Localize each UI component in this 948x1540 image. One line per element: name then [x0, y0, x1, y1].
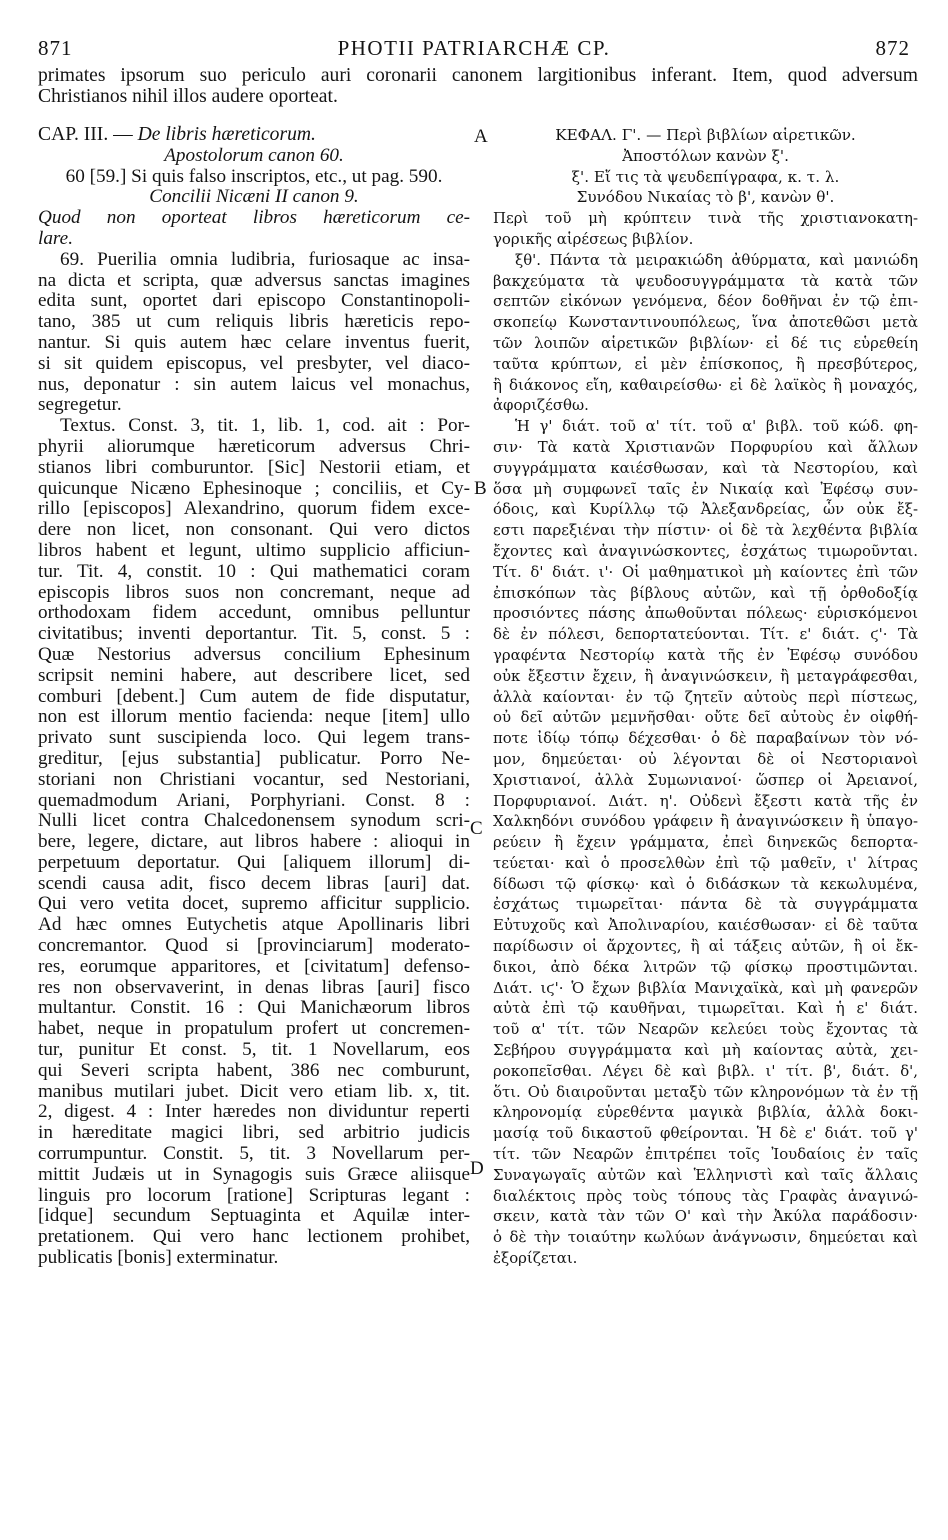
greek-body-line: δικοι, ἀπὸ δέκα λιτρῶν τῷ φίσκῳ προστιμῶνται. [493, 957, 918, 976]
greek-canon-60-reference: ξ'. Εἴ τις τὰ ψευδεπίγραφα, κ. τ. λ. [571, 167, 840, 186]
greek-body-line: μασίᾳ τοῦ δικαστοῦ φθείρονται. Ἡ δὲ ε' διάτ. τοῦ γ' [493, 1124, 918, 1143]
latin-body-line: libros habent et legunt, ultimo supplicio afficiun- [38, 540, 470, 561]
intro-line: Christianos nihil illos audere oporteat. [38, 86, 338, 107]
greek-body-line: ἔχοντες καὶ ἀναγινώσκοντες, ἐσχάτως τιμωροῦνται. [493, 541, 918, 560]
latin-heading-separator: — [108, 125, 138, 145]
latin-body-line: tur. Tit. 4, constit. 10 : Qui mathematici coram [38, 561, 470, 582]
greek-body [493, 250, 918, 1269]
running-title: PHOTII PATRIARCHÆ CP. [337, 36, 611, 60]
greek-body-line: οὐ δεῖ αὐτῶν μεμνῆσθαι· οὔτε δεῖ αὐτοὺς ἐν οἰφθή- [493, 708, 918, 727]
latin-body-line: tur, punitur Et const. 5, tit. 1 Novellarum, eos [38, 1040, 470, 1061]
latin-body-line: edita sunt, oportet dari episcopo Constantinopoli- [38, 291, 470, 312]
greek-body-line: ροκοπεῖσθαι. Λέγει δὲ καὶ βιβλ. ι' τίτ. β', διάτ. δ', [493, 1061, 918, 1080]
latin-concilii-canon: Concilii Nicæni II canon 9. [149, 187, 359, 208]
latin-body-line: quemadmodum Ariani, Porphyriani. Const. 8 : [38, 790, 470, 811]
latin-body-line: stianos libri comburuntor. [Sic] Nestorii etiam, et [38, 457, 470, 478]
latin-chapter-number: CAP. III. [38, 125, 109, 145]
greek-body-line: διαλέκτοις πρὸς τοὺς τόπους τὰς Γραφὰς ἀναγινώ- [493, 1186, 918, 1205]
greek-body-line: ἀλλὰ καίονται· ἐν τῷ ζητεῖν αὐτοὺς περὶ πίστεως, [493, 687, 918, 706]
greek-body-line: ἢ διάκονος εἴη, καθαιρείσθω· εἰ δὲ λαϊκὸς ἢ μοναχός, [493, 375, 918, 394]
margin-marker-d: D [470, 1158, 484, 1179]
latin-body-line: res non observaverint, in denas libras [auri] fisco [38, 977, 470, 998]
latin-body-line: Textus. Const. 3, tit. 1, lib. 1, cod. ait : Por- [60, 416, 470, 437]
greek-body-line: ἐπισκόπων τὰς βίβλους αὐτῶν, καὶ τῇ ὀρθοδοξίᾳ [493, 583, 918, 602]
latin-body-line: Quæ Nestorius adversus concilium Ephesinum [38, 644, 470, 665]
greek-body-line: συγγράμματα καιέσθωσαν, καὶ τὰ Νεστορίου, καὶ [493, 458, 918, 477]
greek-body-line: ταῦτα κρύπτων, εἰ μὲν ἐπίσκοπος, ἢ πρεσβύτερος, [493, 354, 918, 373]
latin-body-line: manibus mutilari jubet. Dicit vero etiam lib. x, tit. [38, 1081, 470, 1102]
latin-body-line: 2, digest. 4 : Inter hæredes non dividuntur reperti [38, 1102, 470, 1123]
latin-body-line: habet, neque in propatulum profert ut concremen- [38, 1019, 470, 1040]
latin-body-line: civitatibus; inventi deportantur. Tit. 5, const. 5 : [38, 624, 470, 645]
greek-body-line: γραφέντα Νεστορίῳ κατὰ τῆς ἐν Ἐφέσῳ συνόδου [493, 645, 918, 664]
greek-body-line: ὅτι. Οὐ διαιροῦνται μεταξὺ τῶν κληρονόμων τὰ ἐν τῇ [493, 1082, 918, 1101]
latin-body-line: [idque] secundum Septuaginta et Aquilæ inter- [38, 1206, 470, 1227]
greek-body-line: Τίτ. δ' διάτ. ι'· Οἱ μαθηματικοὶ μὴ καίοντες ἐπὶ τῶν [493, 562, 918, 581]
latin-body-line: orthodoxam fidem accedunt, omnibus pelluntur [38, 603, 470, 624]
greek-body-line: μον, δημεύεται· οὐ λέγονται δὲ οἱ Νεστοριανοὶ [493, 749, 918, 768]
greek-body-line: ξθ'. Πάντα τὰ μειρακιώδη ἀθύρματα, καὶ μανιώδη [515, 250, 918, 269]
latin-body-line: pretationem. Qui vero hanc lectionem prohibet, [38, 1227, 470, 1248]
greek-body-line: Πορφυριανοί. Διάτ. η'. Οὐδενὶ ἔξεστι κατὰ τῆς ἐν [493, 791, 918, 810]
latin-body-line: quicunque Nicæno Ephesinoque ; conciliis, et Cy- [38, 478, 470, 499]
greek-body-line: προσιόντες πάσης ἀπωθοῦνται πόλεως· εὑρισκόμενοι [493, 604, 918, 623]
latin-body-line: nantur. Si quis autem hæc celare inventus fuerit, [38, 332, 470, 353]
latin-body-line: rillo [episcopos] Alexandrino, quorum fidem exce- [38, 499, 470, 520]
greek-body-line: Χριστιανοί, ἀλλὰ Συμωνιανοί· ὥσπερ οἱ Ἀρειανοί, [493, 770, 918, 789]
greek-body-line: ποτε ἰδίῳ τόπῳ δέχεσθαι· ὁ δὲ παραβαίνων τὸν νό- [493, 729, 918, 748]
latin-body-line: qui Severi scripta habent, 386 nec comburunt, [38, 1060, 470, 1081]
latin-chapter-title: De libris hæreticorum. [137, 125, 316, 145]
greek-body-line: δίδωσι τῷ φίσκῳ· καὶ ὁ διδάσκων τὰ κεκωλυμένα, [493, 874, 918, 893]
latin-body-line: bere, legere, dictare, aut libros habere : alioqui in [38, 832, 470, 853]
latin-section-title: lare. [38, 228, 73, 249]
latin-body-line: storiani non Christiani vocantur, sed Nestoriani, [38, 769, 470, 790]
greek-body-line: ὁ δὲ τὴν τοιαύτην κωλύων ἀνάγνωσιν, δημεύεται καὶ [493, 1228, 918, 1247]
greek-body-line: Χαλκηδόνι συνόδου γράφειν ἢ ἀναγινώσκειν ἢ ὑπαγο- [493, 812, 918, 831]
greek-section-title: Περὶ τοῦ μὴ κρύπτειν τινὰ τῆς χριστιανοκατη- [493, 209, 918, 228]
latin-body-line: Nulli licet contra Chalcedonensem synodum scri- [38, 811, 470, 832]
greek-body-line: σεπτῶν εἰκόνων γενόμενα, δέον δοθῆναι ἐν τῷ ἐπι- [493, 292, 918, 311]
latin-body-line: privato sunt suscipienda loco. Qui legem trans- [38, 728, 470, 749]
greek-body-line: εστι παρεξιέναι τὴν πίστιν· οἱ δὲ τὰ λεχθέντα βιβλία [493, 521, 918, 540]
latin-body-line: non est illorum mentio facienda: neque [item] ullo [38, 707, 470, 728]
latin-body-line: segregetur. [38, 395, 122, 416]
latin-body-line: greditur, [ejus substantia] publicatur. Porro Ne- [38, 748, 470, 769]
latin-section-title: Quod non oporteat libros hæreticorum ce- [38, 208, 470, 229]
greek-body-line: Ἡ γ' διάτ. τοῦ α' τίτ. τοῦ α' βιβλ. τοῦ κώδ. φη- [515, 417, 918, 436]
greek-body-line: ἀφοριζέσθω. [493, 396, 589, 415]
greek-body-line: ἐξορίζεται. [493, 1249, 578, 1268]
latin-body-line: comburi [debent.] Cum autem de fide disputatur, [38, 686, 470, 707]
greek-body-line: παρίδωσιν οἱ ἄρχοντες, ἢ αἱ τάξεις αὐτῶν, ἢ οἱ ἔκ- [493, 937, 918, 956]
greek-body-line: ἐσχάτως τιμωρεῖται· πάντα δὲ τὰ συγγράμματα [493, 895, 918, 914]
greek-apostolorum-canon: Ἀποστόλων κανὼν ξ'. [622, 146, 789, 165]
latin-body [38, 250, 470, 1269]
greek-body-line: ὅσα μὴ συμφωνεῖ ταῖς ἐν Νικαίᾳ καὶ Ἐφέσῳ συν- [493, 479, 918, 498]
latin-body-line: Qui vero vetita docet, supremo afficitur supplicio. [38, 894, 470, 915]
latin-body-line: scendi causa adit, fisco decem libras [auri] dat. [38, 873, 470, 894]
latin-body-line: scripsit nemini habere, aut describere licet, sed [38, 665, 470, 686]
greek-body-line: ρεύειν ἢ ἔχειν γράμματα, ἐπεὶ διηνεκῶς δεπορτα- [493, 833, 918, 852]
latin-chapter-heading [38, 125, 470, 146]
latin-canon-60-reference: 60 [59.] Si quis falso inscriptos, etc., ut pag. 590. [65, 166, 443, 187]
latin-body-line: Ad hæc omnes Eutychetis atque Apollinaris libri [38, 915, 470, 936]
latin-body-line: perpetuum deportatur. Qui [aliquem illorum] di- [38, 852, 470, 873]
intro-line: primates ipsorum suo periculo auri coronarii canonem largitionibus inferant. Item, quod adversum [38, 66, 918, 86]
latin-body-line: na dicta et scripta, quæ adversus sanctas imagines [38, 270, 470, 291]
latin-body-line: episcopis libros suos non concremant, neque ad [38, 582, 470, 603]
latin-body-line: concremantor. Quod si [provinciarum] moderato- [38, 936, 470, 957]
greek-column [493, 125, 918, 1269]
latin-body-line: phyrii aliorumque hæreticorum adversus Chri- [38, 436, 470, 457]
greek-body-line: τῶν λοιπῶν αἱρετικῶν βιβλίων· εἰ δέ τις εὑρεθείη [493, 333, 918, 352]
margin-marker-b: B [474, 478, 487, 499]
latin-apostolorum-canon: Apostolorum canon 60. [164, 145, 344, 166]
greek-body-line: δὲ ἐν πόλεσι, δεπορτατεύονται. Τίτ. ε' διάτ. ϛ'· Τὰ [493, 625, 918, 644]
greek-body-line: βακχεύματα τὰ ψευδοσυγγράμματα τὰ κατὰ τῶν [493, 271, 918, 290]
latin-body-line: 69. Puerilia omnia ludibria, furiosaque ac insa- [60, 249, 470, 270]
greek-body-line: σιν· Τὰ κατὰ Χριστιανῶν Πορφυρίου καὶ ἄλλων [493, 437, 918, 456]
margin-marker-a: A [474, 126, 488, 147]
latin-body-line: linguis pro locorum [ratione] Scripturas legant : [38, 1185, 470, 1206]
latin-column [38, 125, 470, 1269]
greek-synod-canon: Συνόδου Νικαίας τὸ β', κανὼν θ'. [576, 188, 835, 207]
latin-body-line: tano, 385 ut cum reliquis libris hæreticis repo- [38, 312, 470, 333]
greek-body-line: Συναγωγαῖς αὐτῶν καὶ Ἑλληνιστὶ καὶ ταῖς ἄλλαις [493, 1165, 918, 1184]
greek-section-title: γορικῆς αἱρέσεως βιβλίον. [493, 229, 694, 248]
greek-body-line: Διάτ. ιϛ'· Ὁ ἔχων βιβλία Μανιχαϊκὰ, καὶ μὴ φανερῶν [493, 978, 918, 997]
latin-body-line: res, eorumque apparitores, et [civitatum] defenso- [38, 956, 470, 977]
latin-body-line: in hæreditate magici libri, sed arbitrio judicis [38, 1123, 470, 1144]
latin-body-line: si sit quidem episcopus, vel presbyter, vel diaco- [38, 353, 470, 374]
running-header [38, 36, 910, 64]
intro-text [38, 66, 918, 108]
greek-body-line: όδοις, καὶ Κυρίλλῳ τῷ Ἀλεξανδρείας, ὧν οὐκ ἔξ- [493, 500, 918, 519]
latin-body-line: publicatis [bonis] exterminatur. [38, 1248, 279, 1269]
latin-body-line: nus, deponatur : sin autem laicus vel monachus, [38, 374, 470, 395]
greek-body-line: τίτ. τῶν Νεαρῶν ἐπιτρέπει τοῖς Ἰουδαίοις ἐν ταῖς [493, 1145, 918, 1164]
greek-body-line: οὐκ ἔξεστιν ἔχειν, ἢ ἀναγινώσκειν, ἢ μεταγράφεσθαι, [493, 666, 918, 685]
greek-body-line: τοῦ α' τίτ. τῶν Νεαρῶν κελεύει τοὺς ἔχοντας τὰ [493, 1020, 918, 1039]
greek-body-line: κληρονομίᾳ εὑρεθέντα μαγικὰ βιβλία, ἀλλὰ δοκι- [493, 1103, 918, 1122]
greek-chapter-heading: ΚΕΦΑΛ. Γ'. — Περὶ βιβλίων αἱρετικῶν. [555, 126, 856, 144]
greek-body-line: αὐτὰ ἐπὶ τῷ καυθῆναι, τιμωρεῖται. Καὶ ἡ ε' διάτ. [493, 999, 918, 1018]
right-page-number: 872 [875, 36, 910, 60]
latin-body-line: corrumpuntur. Constit. 5, tit. 3 Novellarum per- [38, 1144, 470, 1165]
latin-body-line: multantur. Constit. 16 : Qui Manichæorum libros [38, 998, 470, 1019]
latin-body-line: mittit Judæis ut in Synagogis suis Græce aliisque [38, 1164, 470, 1185]
left-page-number: 871 [38, 36, 73, 60]
greek-body-line: τεύεται· καὶ ὁ προσελθὼν ἐπὶ τῷ μαθεῖν, ι' λίτρας [493, 853, 918, 872]
margin-marker-c: C [470, 818, 483, 839]
greek-body-line: Εὐτυχοῦς καὶ Ἀπολιναρίου, καιέσθωσαν· εἰ δὲ ταῦτα [493, 916, 918, 935]
greek-body-line: σκοπείῳ Κωνσταντινουπόλεως, ἵνα ἀποτεθῶσι μετὰ [493, 313, 918, 332]
greek-body-line: σκειν, κατὰ τὰν τῶν Ο' καὶ τὴν Ἀκύλα παράδοσιν· [493, 1207, 918, 1226]
latin-body-line: dere non licet, non consonant. Qui vero dictos [38, 520, 470, 541]
greek-body-line: Σεβήρου συγγράμματα καὶ μὴ καίοντας αὐτὰ, χει- [493, 1041, 918, 1060]
